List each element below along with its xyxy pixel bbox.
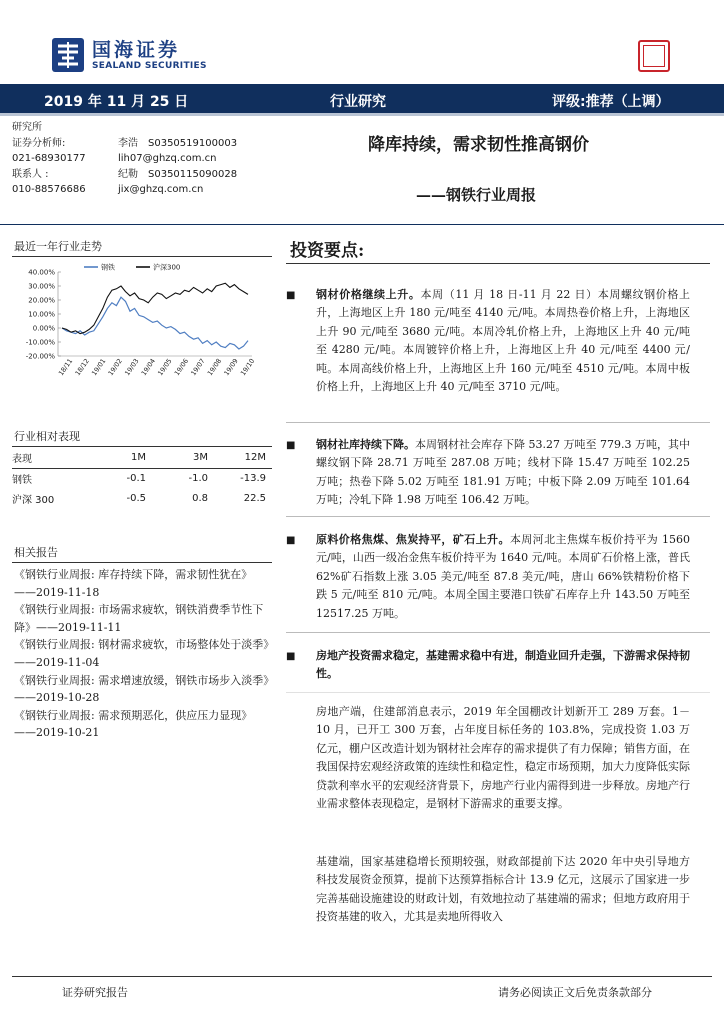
section-rule — [286, 263, 710, 264]
logo-chinese-name: 国海证券 — [92, 38, 181, 61]
key-point-text: 本周河北主焦煤车板价持平为 1560 元/吨，山西一级冶金焦车板价持平为 1640 元/吨。本周矿石价格上涨，普氏 62%矿石指数上涨 3.05 美元/吨至 87.8 美元/吨，唐山 66%铁精粉价格下跌 5 元/吨至 810 元/吨。本周全国主要港口铁矿石库存上升 143.50 万吨至 12517.25 万吨。 — [316, 533, 690, 620]
x-tick-label: 18/11 — [56, 357, 75, 378]
table-header: 表现 — [12, 454, 32, 466]
separator — [286, 692, 710, 693]
stamp-seal-icon — [638, 40, 670, 72]
analyst-name: 李浩 — [118, 137, 138, 149]
trend-heading: 最近一年行业走势 — [14, 240, 102, 253]
x-tick-label: 19/04 — [139, 357, 158, 378]
report-rating: 评级:推荐（上调） — [552, 94, 670, 110]
separator — [286, 632, 710, 633]
table-cell: -0.5 — [126, 492, 146, 504]
table-cell: -13.9 — [240, 472, 266, 484]
y-tick-label: 20.00% — [28, 296, 55, 305]
real-estate-paragraph: 房地产端，住建部消息表示，2019 年全国棚改计划新开工 289 万套。1－10 月，已开工 300 万套，占年度目标任务的 103.8%，完成投资 1.03 万亿元，棚户区改造计划为钢材社会库存的需求提供了有力保障；销售方面，在我国保持宏观经济政策的连续性和稳定性，稳定市场预期，加大力度降低实际贷款利率水平的宏观经济背景下，房地产行业内需得到进一步释放。房地产行业需求整体表现稳定，是钢材下游需求的重要支撑。 — [316, 705, 690, 811]
table-cell: 钢铁 — [12, 474, 32, 486]
analyst-email[interactable]: lih07@ghzq.com.cn — [118, 153, 217, 165]
key-point-1 — [316, 286, 690, 396]
x-tick-label: 19/10 — [238, 357, 257, 378]
reports-heading: 相关报告 — [14, 546, 58, 559]
report-category: 行业研究 — [330, 94, 386, 110]
x-tick-label: 19/01 — [90, 357, 108, 378]
key-point-3 — [316, 531, 690, 623]
analyst-field: 联系人 : — [12, 168, 49, 180]
analyst-license: S0350519100003 — [148, 137, 238, 149]
report-date: 2019 年 11 月 25 日 — [44, 94, 189, 110]
x-tick-label: 19/02 — [106, 357, 124, 378]
table-cell: 沪深 300 — [12, 494, 55, 506]
key-point-heading: 原料价格焦煤、焦炭持平，矿石上升。 — [316, 533, 510, 546]
report-link[interactable]: 《钢铁行业周报: 市场需求疲软，钢铁消费季节性下降》——2019-11-11 — [14, 603, 264, 634]
report-link[interactable]: 《钢铁行业周报: 钢材需求疲软，市场整体处于淡季》——2019-11-04 — [14, 638, 269, 669]
series-line-steel — [62, 297, 248, 349]
y-tick-label: 40.00% — [28, 268, 55, 277]
footer-right: 请务必阅读正文后免责条款部分 — [498, 986, 652, 999]
sealand-logo-icon — [52, 38, 84, 72]
report-link[interactable]: 《钢铁行业周报: 需求预期恶化，供应压力显现》——2019-10-21 — [14, 708, 253, 740]
table-header: 12M — [244, 452, 266, 464]
table-header: 3M — [193, 452, 208, 464]
x-tick-label: 19/03 — [123, 357, 141, 378]
report-title: 降库持续，需求韧性推高钢价 — [368, 135, 589, 155]
key-point-heading: 钢材社库持续下降。 — [316, 438, 416, 451]
table-row — [12, 468, 272, 488]
legend-label: 钢铁 — [101, 263, 115, 272]
x-tick-label: 19/09 — [222, 357, 240, 378]
company-logo — [52, 38, 207, 72]
analyst-field: 研究所 — [12, 122, 42, 133]
footer-rule — [12, 976, 712, 977]
key-points-heading: 投资要点: — [290, 241, 365, 261]
contact-license: S0350115090028 — [148, 168, 238, 180]
table-cell: -0.1 — [126, 472, 146, 484]
y-tick-label: 30.00% — [28, 282, 55, 291]
table-header-row — [12, 448, 272, 468]
table-cell: -1.0 — [188, 472, 208, 484]
x-tick-label: 19/08 — [205, 357, 224, 378]
contact-phone: 010-88576686 — [12, 184, 86, 196]
section-rule — [12, 562, 272, 563]
key-point-4 — [316, 647, 690, 684]
y-tick-label: 0.00% — [32, 324, 55, 333]
analyst-phone: 021-68930177 — [12, 153, 86, 165]
x-tick-label: 18/12 — [73, 357, 91, 378]
y-tick-label: 10.00% — [28, 310, 55, 319]
report-link[interactable]: 《钢铁行业周报: 需求增速放缓，钢铁市场步入淡季》——2019-10-28 — [14, 673, 269, 705]
section-rule — [12, 446, 272, 447]
x-tick-label: 19/07 — [189, 357, 207, 378]
bullet-icon: ■ — [286, 440, 296, 451]
key-point-heading: 钢材价格继续上升。 — [316, 288, 421, 301]
report-link[interactable]: 《钢铁行业周报: 库存持续下降，需求韧性犹在》——2019-11-18 — [14, 568, 253, 599]
industry-trend-chart — [12, 260, 274, 384]
key-point-heading: 房地产投资需求稳定，基建需求稳中有进，制造业回升走强，下游需求保持韧性。 — [316, 649, 690, 681]
y-tick-label: -20.00% — [25, 352, 55, 361]
analyst-field: 证券分析师: — [12, 137, 66, 149]
table-cell: 0.8 — [192, 492, 208, 504]
analyst-info — [12, 120, 272, 198]
x-tick-label: 19/05 — [156, 357, 174, 378]
contact-name: 纪勒 — [118, 168, 138, 180]
separator — [286, 516, 710, 517]
legend-label: 沪深300 — [153, 263, 181, 272]
performance-heading: 行业相对表现 — [14, 430, 80, 443]
related-reports-list — [14, 566, 272, 742]
table-cell: 22.5 — [243, 492, 266, 504]
bullet-icon: ■ — [286, 535, 296, 546]
key-point-2 — [316, 436, 690, 510]
infrastructure-paragraph: 基建端，国家基建稳增长预期较强，财政部提前下达 2020 年中央引导地方科技发展资金预算，提前下达预算指标合计 13.9 亿元，这展示了国家进一步完善基础设施建设的财政计划，有效地拉动了基建端的需求；但地方政府用于投资基建的收入，尤其是卖地所得收入 — [316, 855, 690, 924]
table-row — [12, 488, 272, 508]
key-point-text: 本周钢材社会库存下降 53.27 万吨至 779.3 万吨，其中螺纹钢下降 28.71 万吨至 287.08 万吨；线材下降 15.47 万吨至 102.25 万吨；热卷下降 5.02 万吨至 181.91 万吨；中板下降 2.09 万吨至 101.64 万吨；冷轧下降 1.98 万吨至 106.42 万吨。 — [316, 438, 691, 507]
report-subtitle: ——钢铁行业周报 — [416, 186, 537, 204]
separator — [286, 422, 710, 423]
contact-email[interactable]: jix@ghzq.com.cn — [118, 184, 204, 196]
series-line-csi300 — [62, 283, 248, 333]
footer-left: 证券研究报告 — [62, 986, 128, 999]
bullet-icon: ■ — [286, 290, 296, 301]
key-point-text: 本周（11 月 18 日-11 月 22 日）本周螺纹钢价格上升，上海地区上升 180 元/吨至 4140 元/吨。本周热卷价格上升，上海地区上升 90 元/吨至 3680 元/吨。本周冷轧价格上升，上海地区上升 40 元/吨至 4280 元/吨。本周镀锌价格上升，上海地区上升 40 元/吨至 4400 元/吨。本周高线价格上升，上海地区上升 160 元/吨至 4510 元/吨。本周中板价格上升，上海地区上升 40 元/吨至 3710 元/吨。 — [316, 288, 691, 394]
performance-table — [12, 448, 272, 508]
section-rule — [12, 256, 272, 257]
table-header: 1M — [131, 452, 146, 464]
logo-english-name: SEALAND SECURITIES — [92, 60, 207, 71]
header-divider — [0, 224, 724, 225]
x-tick-label: 19/06 — [172, 357, 191, 378]
report-banner — [0, 84, 724, 116]
bullet-icon: ■ — [286, 651, 296, 662]
y-tick-label: -10.00% — [25, 338, 55, 347]
